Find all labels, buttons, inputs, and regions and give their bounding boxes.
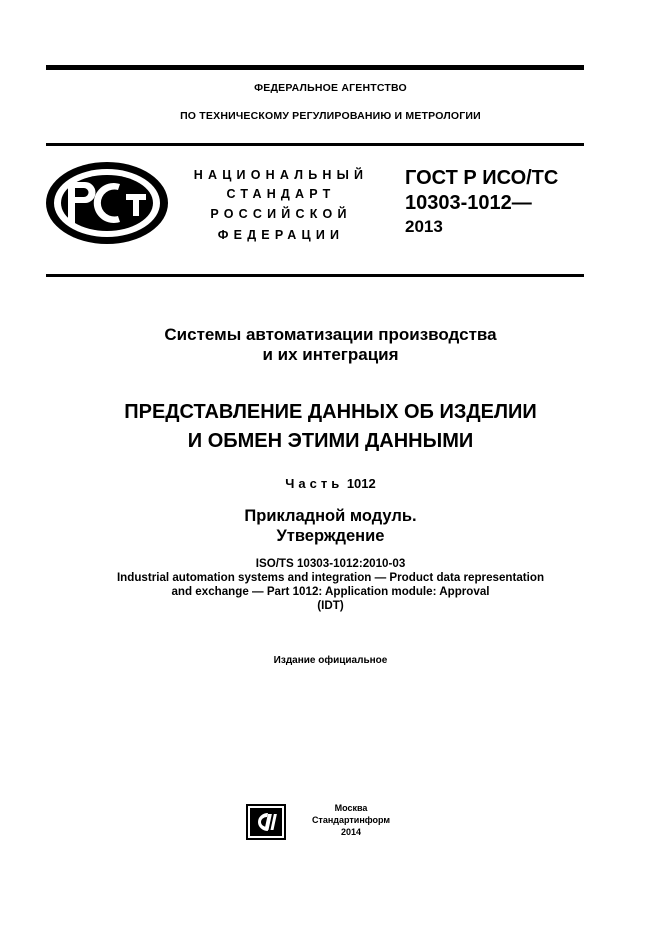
standard-type-line-2: СТАНДАРТ [226,187,336,201]
subtitle-line-1: Прикладной модуль. [244,507,417,525]
equivalence-marker: (IDT) [317,599,344,612]
designation-line-3: 2013 [405,217,443,236]
gost-r-mark-icon [44,160,170,246]
main-title-line-1: ПРЕДСТАВЛЕНИЕ ДАННЫХ ОБ ИЗДЕЛИИ [124,401,537,423]
english-title-line-1: Industrial automation systems and integration — Product data representation [116,571,545,584]
standard-type-line-1: НАЦИОНАЛЬНЫЙ [193,168,369,182]
standard-type-line-4: ФЕДЕРАЦИИ [217,228,345,242]
subtitle [0,506,661,546]
publisher-info [296,802,406,838]
designation-line-2: 10303-1012— [405,192,532,214]
publisher-city: Москва [334,803,368,813]
edition-note: Издание официальное [273,655,388,666]
agency-line-2: ПО ТЕХНИЧЕСКОМУ РЕГУЛИРОВАНИЮ И МЕТРОЛОГИИ [180,110,481,122]
series-title-line-1: Системы автоматизации производства [164,325,497,344]
header-rule [46,143,584,146]
international-reference [0,557,661,613]
part-word: Часть [285,476,344,491]
designation-line-1: ГОСТ Р ИСО/ТС [405,167,559,189]
header-bottom-rule [46,274,584,277]
main-title [0,398,661,456]
top-rule [46,65,584,70]
agency-line-1: ФЕДЕРАЛЬНОЕ АГЕНТСТВО [254,82,407,94]
standard-type-line-3: РОССИЙСКОЙ [210,207,352,221]
standartinform-logo-icon [246,804,286,840]
iso-reference: ISO/TS 10303-1012:2010-03 [255,557,406,570]
publisher-year: 2014 [340,827,362,837]
series-title [0,325,661,365]
publisher-name: Стандартинформ [311,815,391,825]
series-title-line-2: и их интеграция [262,345,399,364]
part-label [0,476,661,491]
standard-designation [405,166,605,238]
subtitle-line-2: Утверждение [276,527,385,545]
part-number: 1012 [346,476,376,491]
english-title-line-2: and exchange — Part 1012: Application module: Approval [171,585,490,598]
main-title-line-2: И ОБМЕН ЭТИМИ ДАННЫМИ [187,430,474,452]
